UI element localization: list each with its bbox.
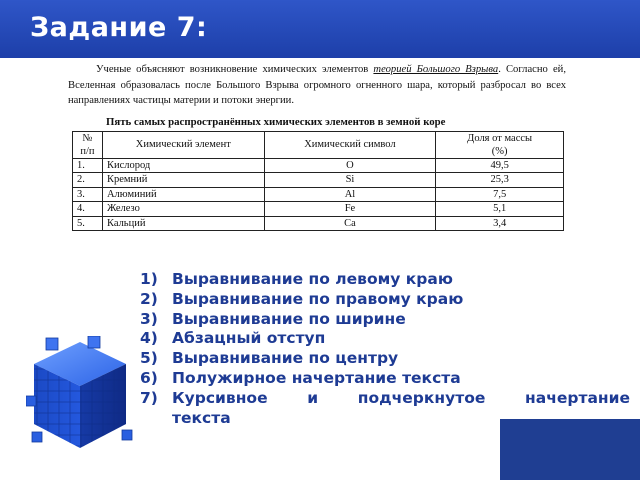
answer-option-2[interactable]: 2) Выравнивание по правому краю [140, 289, 464, 308]
cell-share: 5,1 [436, 202, 564, 217]
answer-option-4[interactable]: 4) Абзацный отступ [140, 329, 326, 348]
cell-element: Кальций [102, 216, 264, 231]
header-share: Доля от массы (%) [436, 131, 564, 158]
header-num: № п/п [73, 131, 103, 158]
paragraph-text-end: . Согласно ей, Вселенная образовалась после Большого Взрыва огромного огненного шара, который разбросал во всех направлениях частицы материи и потоки энергии. [68, 64, 566, 106]
document-excerpt [68, 62, 566, 231]
cell-element: Алюминий [102, 187, 264, 202]
header-symbol: Химический символ [264, 131, 436, 158]
big-bang-theory-term: теорией Большого Взрыва [373, 64, 499, 75]
answer-option-5[interactable]: 5) Выравнивание по центру [140, 349, 399, 368]
cell-symbol: Al [264, 187, 436, 202]
answer-option-3[interactable]: 3) Выравнивание по ширине [140, 309, 406, 328]
table-caption: Пять самых распространённых химических элементов в земной коре [106, 115, 446, 128]
table-row [73, 216, 564, 231]
cell-num: 5. [73, 216, 103, 231]
blue-cubes-icon [26, 336, 134, 454]
table-header-row [73, 131, 564, 158]
cell-share: 25,3 [436, 173, 564, 188]
cell-element: Кислород [102, 158, 264, 173]
cell-symbol: O [264, 158, 436, 173]
table-row [73, 202, 564, 217]
header-element: Химический элемент [102, 131, 264, 158]
slide-header [0, 0, 640, 58]
intro-paragraph [68, 62, 566, 109]
elements-table [72, 131, 564, 232]
cell-share: 3,4 [436, 216, 564, 231]
cell-num: 1. [73, 158, 103, 173]
table-row [73, 158, 564, 173]
cell-share: 49,5 [436, 158, 564, 173]
cell-symbol: Si [264, 173, 436, 188]
cell-num: 2. [73, 173, 103, 188]
answer-option-6[interactable]: 6) Полужирное начертание текста [140, 368, 461, 387]
table-row [73, 173, 564, 188]
answer-option-1[interactable]: 1) Выравнивание по левому краю [140, 270, 453, 288]
cell-num: 4. [73, 202, 103, 217]
cell-symbol: Fe [264, 202, 436, 217]
corner-decoration [500, 419, 640, 480]
table-row [73, 187, 564, 202]
cell-num: 3. [73, 187, 103, 202]
cell-symbol: Ca [264, 216, 436, 231]
answer-option-7[interactable]: 7) Курсивное и подчеркнутое начертание текста [140, 388, 630, 427]
cell-share: 7,5 [436, 187, 564, 202]
cell-element: Кремний [102, 173, 264, 188]
cell-element: Железо [102, 202, 264, 217]
paragraph-text-start: Ученые объясняют возникновение химических элементов [96, 64, 374, 75]
slide-title: Задание 7: [30, 12, 208, 43]
answer-options-list [140, 270, 630, 428]
